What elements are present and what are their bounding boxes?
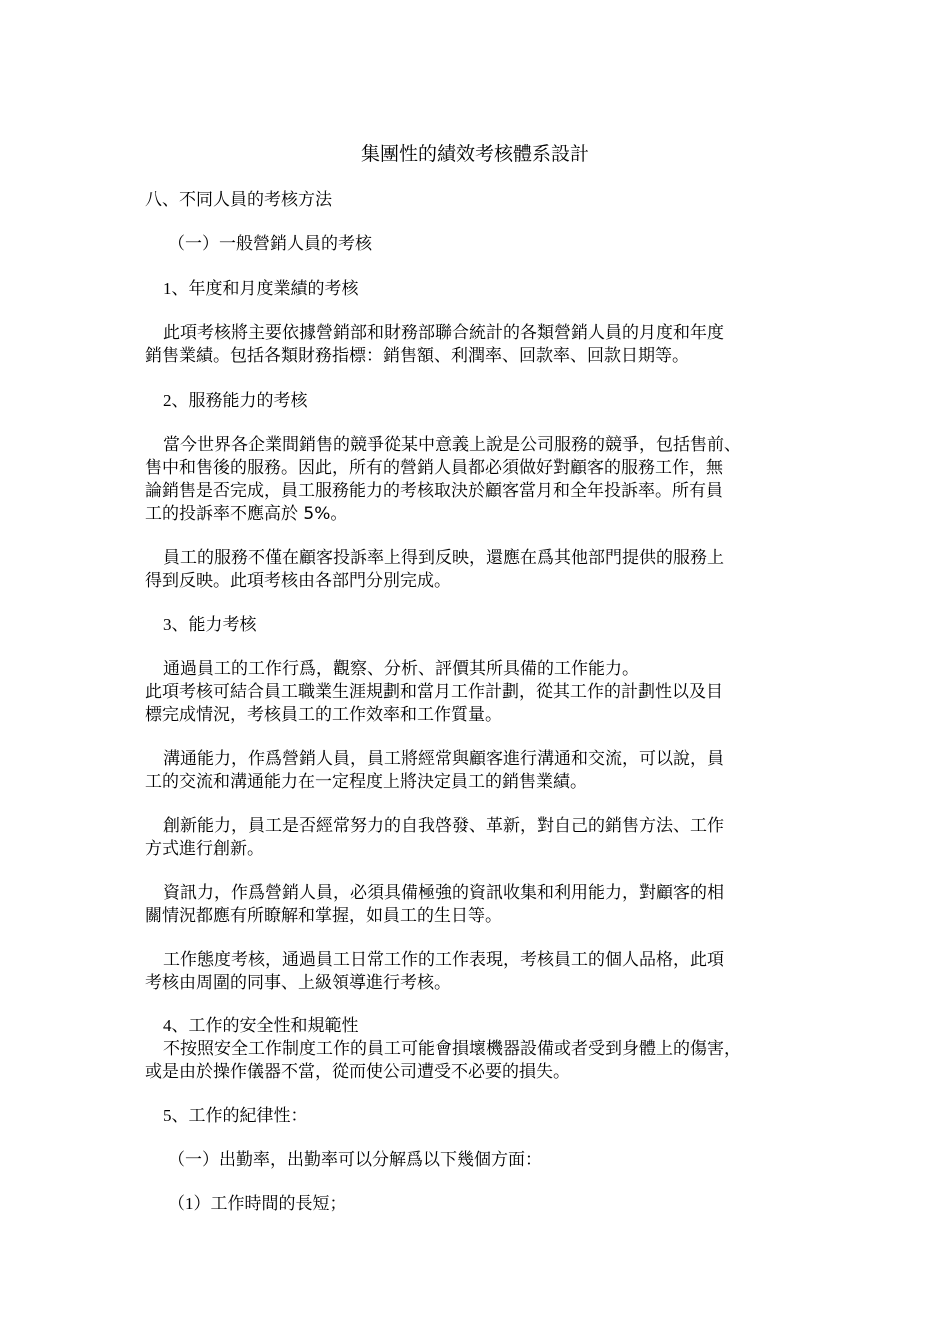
paragraph-line: 溝通能力，作爲營銷人員，員工將經常與顧客進行溝通和交流，可以說，員 [163, 749, 724, 769]
subsection-heading: （一）出勤率，出勤率可以分解爲以下幾個方面： [168, 1150, 542, 1170]
item-heading: 3、能力考核 [163, 615, 257, 634]
paragraph-line: 工的投訴率不應高於 5%。 [145, 504, 348, 524]
paragraph-line: 資訊力，作爲營銷人員，必須具備極強的資訊收集和利用能力，對顧客的相 [163, 883, 724, 903]
paragraph-line: 標完成情況，考核員工的工作效率和工作質量。 [145, 705, 502, 725]
list-item: （1）工作時間的長短； [168, 1194, 347, 1213]
item-heading: 4、工作的安全性和規範性 [163, 1016, 359, 1035]
document-title: 集團性的績效考核體系設計 [360, 143, 589, 165]
paragraph-line: 此項考核將主要依據營銷部和財務部聯合統計的各類營銷人員的月度和年度 [163, 323, 724, 343]
paragraph-line: 當今世界各企業間銷售的競爭從某中意義上說是公司服務的競爭，包括售前、 [163, 435, 741, 455]
section-heading: 八、不同人員的考核方法 [145, 190, 332, 210]
item-heading: 1、年度和月度業績的考核 [163, 279, 359, 298]
paragraph-line: 關情況都應有所瞭解和掌握，如員工的生日等。 [145, 906, 502, 926]
paragraph-line: 售中和售後的服務。因此，所有的營銷人員都必須做好對顧客的服務工作，無 [145, 458, 723, 478]
paragraph-line: 工作態度考核，通過員工日常工作的工作表現，考核員工的個人品格，此項 [163, 950, 724, 970]
paragraph-line: 考核由周圍的同事、上級領導進行考核。 [145, 973, 451, 993]
paragraph-line: 工的交流和溝通能力在一定程度上將決定員工的銷售業績。 [145, 772, 587, 792]
paragraph-line: 或是由於操作儀器不當，從而使公司遭受不必要的損失。 [145, 1062, 570, 1082]
paragraph-line: 員工的服務不僅在顧客投訴率上得到反映，還應在爲其他部門提供的服務上 [163, 548, 724, 568]
item-heading: 2、服務能力的考核 [163, 391, 308, 410]
paragraph-line: 創新能力，員工是否經常努力的自我啓發、革新，對自己的銷售方法、工作 [163, 816, 724, 836]
subsection-heading: （一）一般營銷人員的考核 [168, 234, 372, 254]
paragraph-line: 得到反映。此項考核由各部門分別完成。 [145, 571, 451, 591]
item-heading: 5、工作的紀律性： [163, 1106, 308, 1125]
paragraph-line: 不按照安全工作制度工作的員工可能會損壞機器設備或者受到身體上的傷害， [163, 1039, 741, 1059]
paragraph-line: 通過員工的工作行爲，觀察、分析、評價其所具備的工作能力。 [163, 659, 639, 679]
paragraph-line: 銷售業績。包括各類財務指標：銷售額、利潤率、回款率、回款日期等。 [145, 346, 689, 366]
paragraph-line: 方式進行創新。 [145, 839, 264, 859]
paragraph-line: 論銷售是否完成，員工服務能力的考核取決於顧客當月和全年投訴率。所有員 [145, 481, 723, 501]
paragraph-line: 此項考核可結合員工職業生涯規劃和當月工作計劃，從其工作的計劃性以及目 [145, 682, 723, 702]
